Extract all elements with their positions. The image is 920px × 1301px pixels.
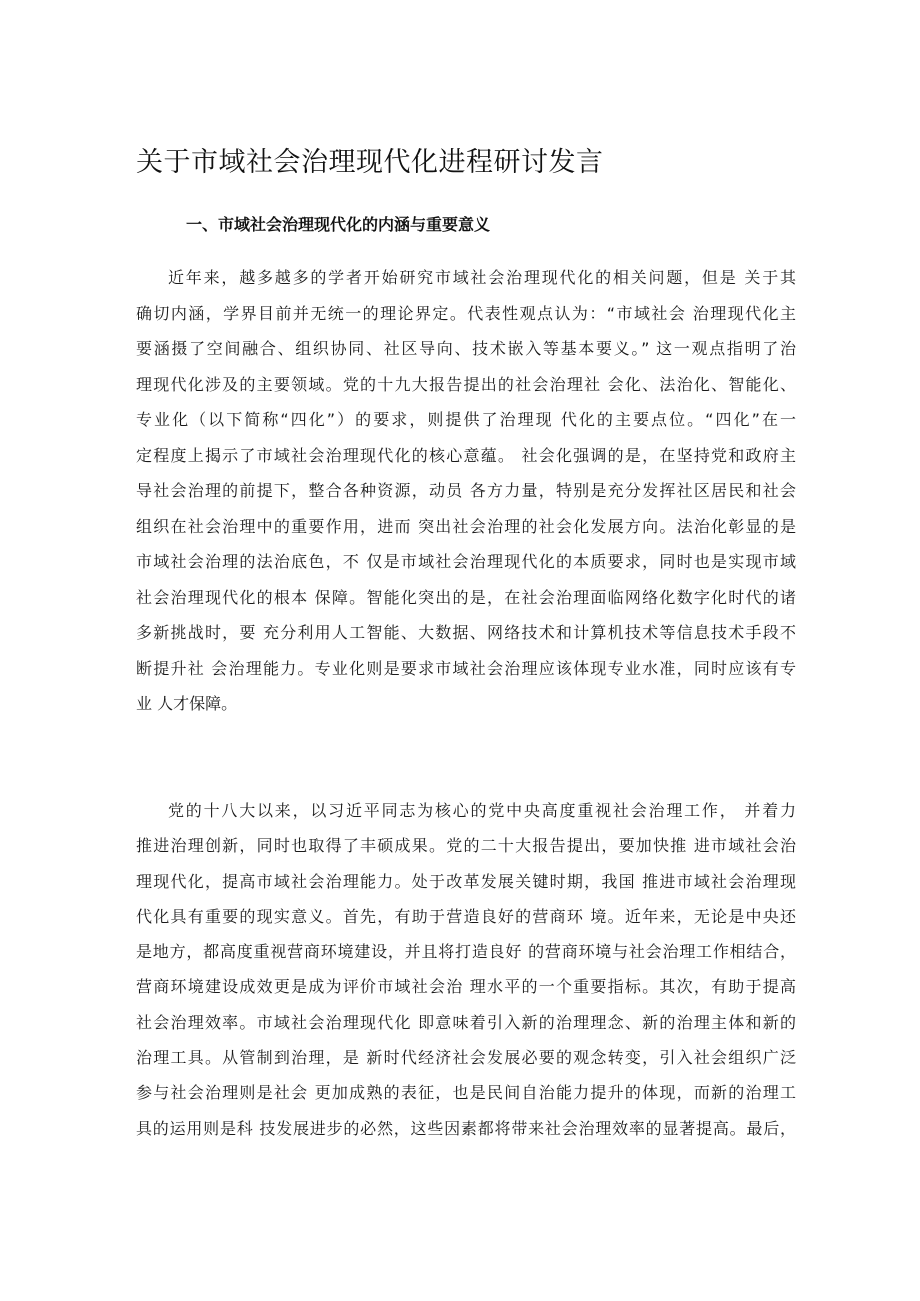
paragraph-line: 社会治理效率。市域社会治理现代化 即意味着引入新的治理理念、新的治理主体和新的 — [136, 1012, 796, 1032]
paragraph-line: 理现代化，提高市域社会治理能力。处于改革发展关键时期，我国 推进市域社会治理现 — [136, 871, 796, 891]
paragraph-line: 营商环境建设成效更是成为评价市域社会治 理水平的一个重要指标。其次，有助于提高 — [136, 977, 796, 997]
paragraph-line: 治理工具。从管制到治理，是 新时代经济社会发展必要的观念转变，引入社会组织广泛 — [136, 1048, 796, 1068]
section-heading: 一、市域社会治理现代化的内涵与重要意义 — [186, 215, 491, 234]
paragraph-line: 要涵摄了空间融合、组织协同、社区导向、技术嵌入等基本要义。” 这一观点指明了治 — [136, 339, 796, 358]
paragraph-line: 断提升社 会治理能力。专业化则是要求市域社会治理应该体现专业水准，同时应该有专 — [136, 658, 796, 678]
paragraph-line: 党的十八大以来，以习近平同志为核心的党中央高度重视社会治理工作， 并着力 — [168, 801, 796, 820]
paragraph-line: 近年来，越多越多的学者开始研究市域社会治理现代化的相关问题，但是 关于其 — [168, 268, 796, 287]
paragraph-line: 具的运用则是科 技发展进步的必然，这些因素都将带来社会治理效率的显著提高。最后， — [136, 1118, 796, 1138]
paragraph-line: 组织在社会治理中的重要作用，进而 突出社会治理的社会化发展方向。法治化彰显的是 — [136, 516, 796, 536]
paragraph-line: 多新挑战时，要 充分利用人工智能、大数据、网络技术和计算机技术等信息技术手段不 — [136, 623, 796, 642]
paragraph-line: 代化具有重要的现实意义。首先，有助于营造良好的营商环 境。近年来，无论是中央还 — [136, 906, 796, 926]
paragraph-line: 专业化（以下简称“四化”）的要求，则提供了治理现 代化的主要点位。“四化”在一 — [136, 410, 796, 429]
paragraph-1 — [136, 260, 796, 722]
document-title: 关于市域社会治理现代化进程研讨发言 — [136, 147, 604, 178]
paragraph-line: 参与社会治理则是社会 更加成熟的表征，也是民间自治能力提升的体现，而新的治理工 — [136, 1083, 796, 1103]
paragraph-line: 确切内涵，学界目前并无统一的理论界定。代表性观点认为：“市域社会 治理现代化主 — [136, 303, 796, 323]
paragraph-line: 社会治理现代化的根本 保障。智能化突出的是，在社会治理面临网络化数字化时代的诸 — [136, 587, 796, 607]
paragraph-2 — [136, 793, 796, 1146]
paragraph-line: 定程度上揭示了市域社会治理现代化的核心意蕴。 社会化强调的是，在坚持党和政府主 — [136, 445, 796, 465]
paragraph-line: 是地方，都高度重视营商环境建设，并且将打造良好 的营商环境与社会治理工作相结合， — [136, 942, 796, 962]
paragraph-line: 理现代化涉及的主要领域。党的十九大报告提出的社会治理社 会化、法治化、智能化、 — [136, 374, 796, 394]
paragraph-line: 导社会治理的前提下，整合各种资源，动员 各方力量，特别是充分发挥社区居民和社会 — [136, 481, 796, 500]
paragraph-line: 市域社会治理的法治底色，不 仅是市域社会治理现代化的本质要求，同时也是实现市域 — [136, 552, 796, 571]
paragraph-line: 业 人才保障。 — [136, 694, 238, 713]
paragraph-line: 推进治理创新，同时也取得了丰硕成果。党的二十大报告提出，要加快推 进市域社会治 — [136, 836, 796, 856]
